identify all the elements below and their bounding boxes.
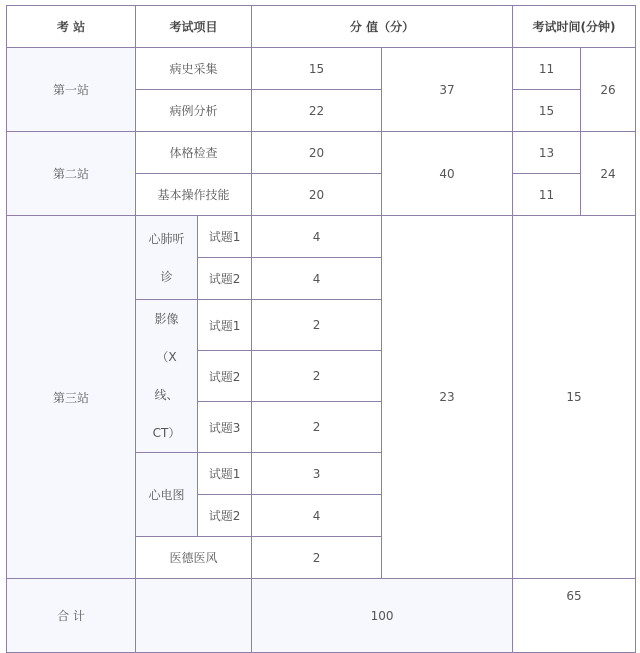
score-cell: 2 xyxy=(252,402,382,453)
table-row xyxy=(7,48,636,90)
table-row xyxy=(7,216,636,258)
table-row xyxy=(7,132,636,174)
time-cell: 13 xyxy=(513,132,581,174)
score-cell: 4 xyxy=(252,216,382,258)
subtotal-score: 23 xyxy=(382,216,513,579)
total-item-empty xyxy=(136,579,252,653)
item-cell: 体格检查 xyxy=(136,132,252,174)
time-total: 15 xyxy=(513,216,636,579)
question-label: 试题3 xyxy=(198,402,252,453)
header-station: 考 站 xyxy=(7,6,136,48)
station-name: 第三站 xyxy=(7,216,136,579)
question-label: 试题1 xyxy=(198,216,252,258)
time-total: 24 xyxy=(581,132,636,216)
total-time: 65 xyxy=(513,579,636,653)
subtotal-score: 40 xyxy=(382,132,513,216)
question-label: 试题2 xyxy=(198,351,252,402)
score-cell: 2 xyxy=(252,537,382,579)
table-header-row xyxy=(7,6,636,48)
station-name: 第一站 xyxy=(7,48,136,132)
score-cell: 2 xyxy=(252,351,382,402)
score-cell: 3 xyxy=(252,453,382,495)
item-cell: 病史采集 xyxy=(136,48,252,90)
item-cell: 基本操作技能 xyxy=(136,174,252,216)
score-cell: 2 xyxy=(252,300,382,351)
score-cell: 22 xyxy=(252,90,382,132)
exam-schedule-table xyxy=(6,5,636,653)
exam-table-container xyxy=(6,5,635,641)
time-cell: 11 xyxy=(513,174,581,216)
subtotal-score: 37 xyxy=(382,48,513,132)
score-cell: 4 xyxy=(252,495,382,537)
question-label: 试题1 xyxy=(198,453,252,495)
total-label: 合 计 xyxy=(7,579,136,653)
header-score: 分 值（分） xyxy=(252,6,513,48)
header-time: 考试时间(分钟) xyxy=(513,6,636,48)
total-score: 100 xyxy=(252,579,513,653)
question-label: 试题1 xyxy=(198,300,252,351)
sub-group-name: 心电图 xyxy=(136,453,198,537)
time-total: 26 xyxy=(581,48,636,132)
score-cell: 15 xyxy=(252,48,382,90)
time-cell: 15 xyxy=(513,90,581,132)
score-cell: 4 xyxy=(252,258,382,300)
item-cell: 病例分析 xyxy=(136,90,252,132)
score-cell: 20 xyxy=(252,132,382,174)
time-cell: 11 xyxy=(513,48,581,90)
item-cell: 医德医风 xyxy=(136,537,252,579)
question-label: 试题2 xyxy=(198,495,252,537)
sub-group-name: 影像（X线、CT） xyxy=(136,300,198,453)
station-name: 第二站 xyxy=(7,132,136,216)
question-label: 试题2 xyxy=(198,258,252,300)
header-item: 考试项目 xyxy=(136,6,252,48)
total-row xyxy=(7,579,636,653)
sub-group-name: 心肺听诊 xyxy=(136,216,198,300)
score-cell: 20 xyxy=(252,174,382,216)
